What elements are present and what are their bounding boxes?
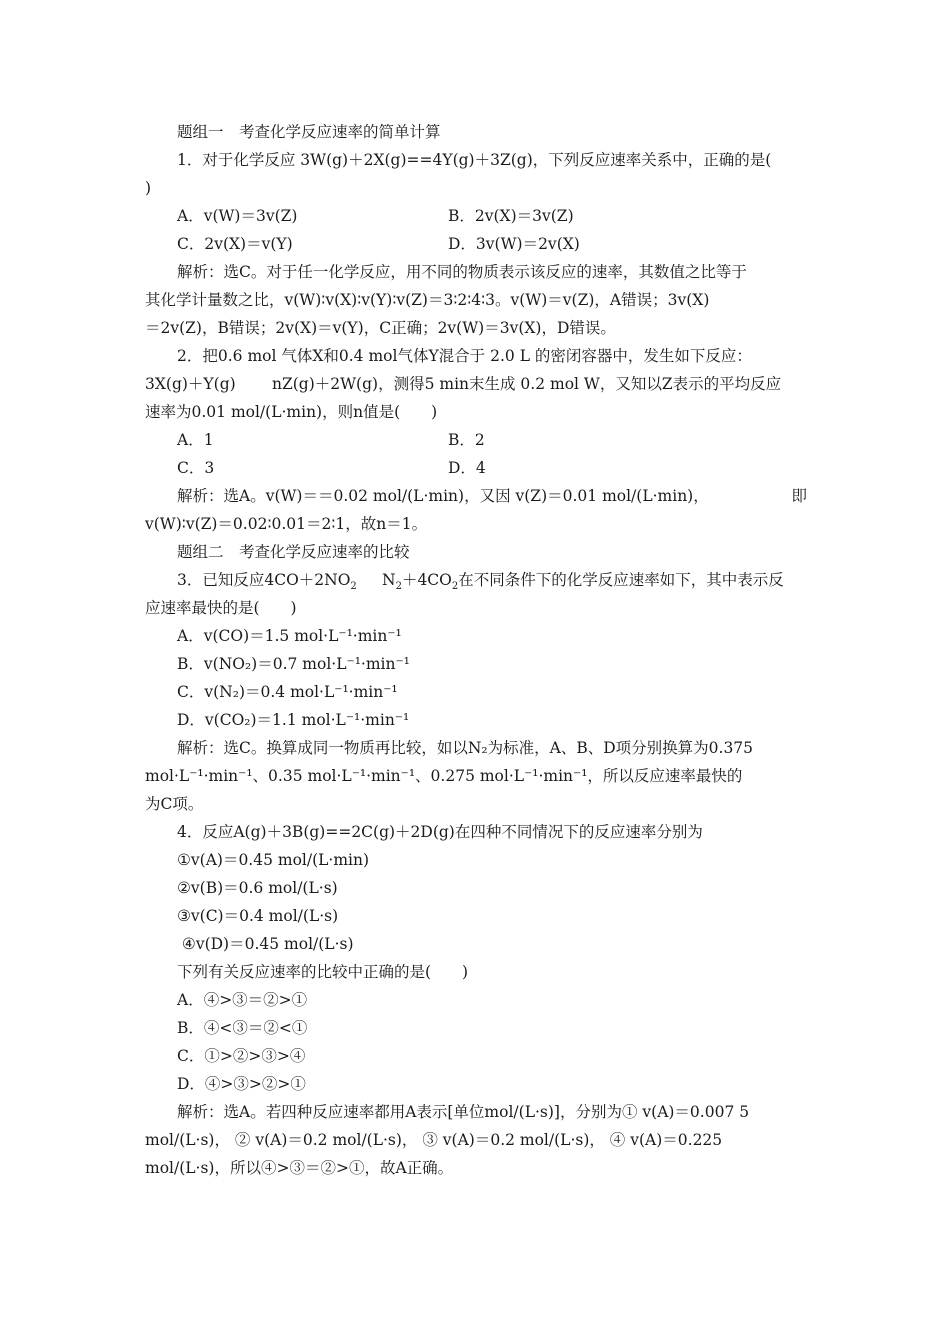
option-b: B．④<③＝②<①: [177, 1019, 308, 1037]
option-b: B．v(NO₂)＝0.7 mol·L⁻¹·min⁻¹: [177, 655, 410, 673]
question-2-options-row: [0, 427, 950, 453]
option-d: D．3v(W)＝2v(X): [448, 235, 580, 253]
option-c: C．3: [177, 459, 215, 477]
condition-3: ③v(C)＝0.4 mol/(L·s): [177, 907, 339, 925]
option-d: D．④>③>②>①: [177, 1075, 306, 1093]
question-1-stem-end: ): [145, 179, 152, 197]
option-c: C．①>②>③>④: [177, 1047, 306, 1065]
option-c: C．2v(X)＝v(Y): [177, 235, 293, 253]
question-2-stem: 速率为0.01 mol/(L·min)，则n值是( ): [145, 403, 438, 421]
option-d: D．v(CO₂)＝1.1 mol·L⁻¹·min⁻¹: [177, 711, 410, 729]
question-3-stem: 3．已知反应$4CO+2NO_2$ $N_2+4CO_2$在不同条件下的化学反应速率如下，其中表示反: [177, 571, 784, 593]
option-b: B．2: [448, 431, 485, 449]
condition-1: ①v(A)＝0.45 mol/(L·min): [177, 851, 370, 869]
section-heading: 题组二 考查化学反应速率的比较: [177, 543, 410, 561]
condition-4: ④v(D)＝0.45 mol/(L·s): [177, 935, 354, 953]
question-2-stem: 2．把0.6 mol 气体X和0.4 mol气体Y混合于 2.0 L 的密闭容器中，发生如下反应：: [177, 347, 752, 365]
question-3-analysis: 为C项。: [145, 795, 204, 813]
question-1-analysis: ＝2v(Z)，B错误；2v(X)＝v(Y)，C正确；2v(W)＝3v(X)，D错误。: [145, 319, 616, 337]
question-1-options-row: [0, 203, 950, 229]
section-heading: 题组一 考查化学反应速率的简单计算: [177, 123, 441, 141]
question-2-stem: 3X(g)＋Y(g) nZ(g)＋2W(g)，测得5 min末生成 0.2 mol W，又知以Z表示的平均反应: [145, 375, 782, 393]
question-1-analysis: 其化学计量数之比，v(W)∶v(X)∶v(Y)∶v(Z)＝3∶2∶4∶3。v(W)＝v(Z)，A错误；3v(X): [145, 291, 710, 309]
option-c: C．v(N₂)＝0.4 mol·L⁻¹·min⁻¹: [177, 683, 398, 701]
option-a: A．v(CO)＝1.5 mol·L⁻¹·min⁻¹: [177, 627, 402, 645]
question-4-analysis: mol/(L·s)，所以④>③＝②>①，故A正确。: [145, 1159, 454, 1177]
option-d: D．4: [448, 459, 486, 477]
question-1-analysis: 解析：选C。对于任一化学反应，用不同的物质表示该反应的速率，其数值之比等于: [177, 263, 747, 281]
question-2-analysis: v(W)∶v(Z)＝0.02∶0.01＝2∶1，故n＝1。: [145, 515, 428, 533]
option-a: A．v(W)＝3v(Z): [177, 207, 298, 225]
question-3-stem: 应速率最快的是( ): [145, 599, 297, 617]
question-1-options-row: [0, 231, 950, 257]
question-2-analysis: 解析：选A。v(W)＝＝0.02 mol/(L·min)，又因 v(Z)＝0.01 mol/(L·min)， 即: [177, 487, 807, 505]
question-4-stem: 4．反应A(g)＋3B(g)==2C(g)＋2D(g)在四种不同情况下的反应速率分别为: [177, 823, 703, 841]
question-4-analysis: 解析：选A。若四种反应速率都用A表示[单位mol/(L·s)]，分别为① v(A)＝0.007 5: [177, 1103, 750, 1121]
question-4-stem: 下列有关反应速率的比较中正确的是( ): [177, 963, 469, 981]
option-a: A．1: [177, 431, 214, 449]
question-2-options-row: [0, 455, 950, 481]
question-3-analysis: mol·L⁻¹·min⁻¹、0.35 mol·L⁻¹·min⁻¹、0.275 mol·L⁻¹·min⁻¹，所以反应速率最快的: [145, 767, 743, 785]
option-a: A．④>③＝②>①: [177, 991, 308, 1009]
condition-2: ②v(B)＝0.6 mol/(L·s): [177, 879, 338, 897]
question-4-analysis: mol/(L·s)， ② v(A)＝0.2 mol/(L·s)， ③ v(A)＝0.2 mol/(L·s)， ④ v(A)＝0.225: [145, 1131, 723, 1149]
question-1-stem: 1．对于化学反应 3W(g)＋2X(g)==4Y(g)＋3Z(g)，下列反应速率关系中，正确的是(: [177, 151, 772, 169]
option-b: B．2v(X)＝3v(Z): [448, 207, 574, 225]
question-3-analysis: 解析：选C。换算成同一物质再比较，如以N₂为标准，A、B、D项分别换算为0.375: [177, 739, 754, 757]
